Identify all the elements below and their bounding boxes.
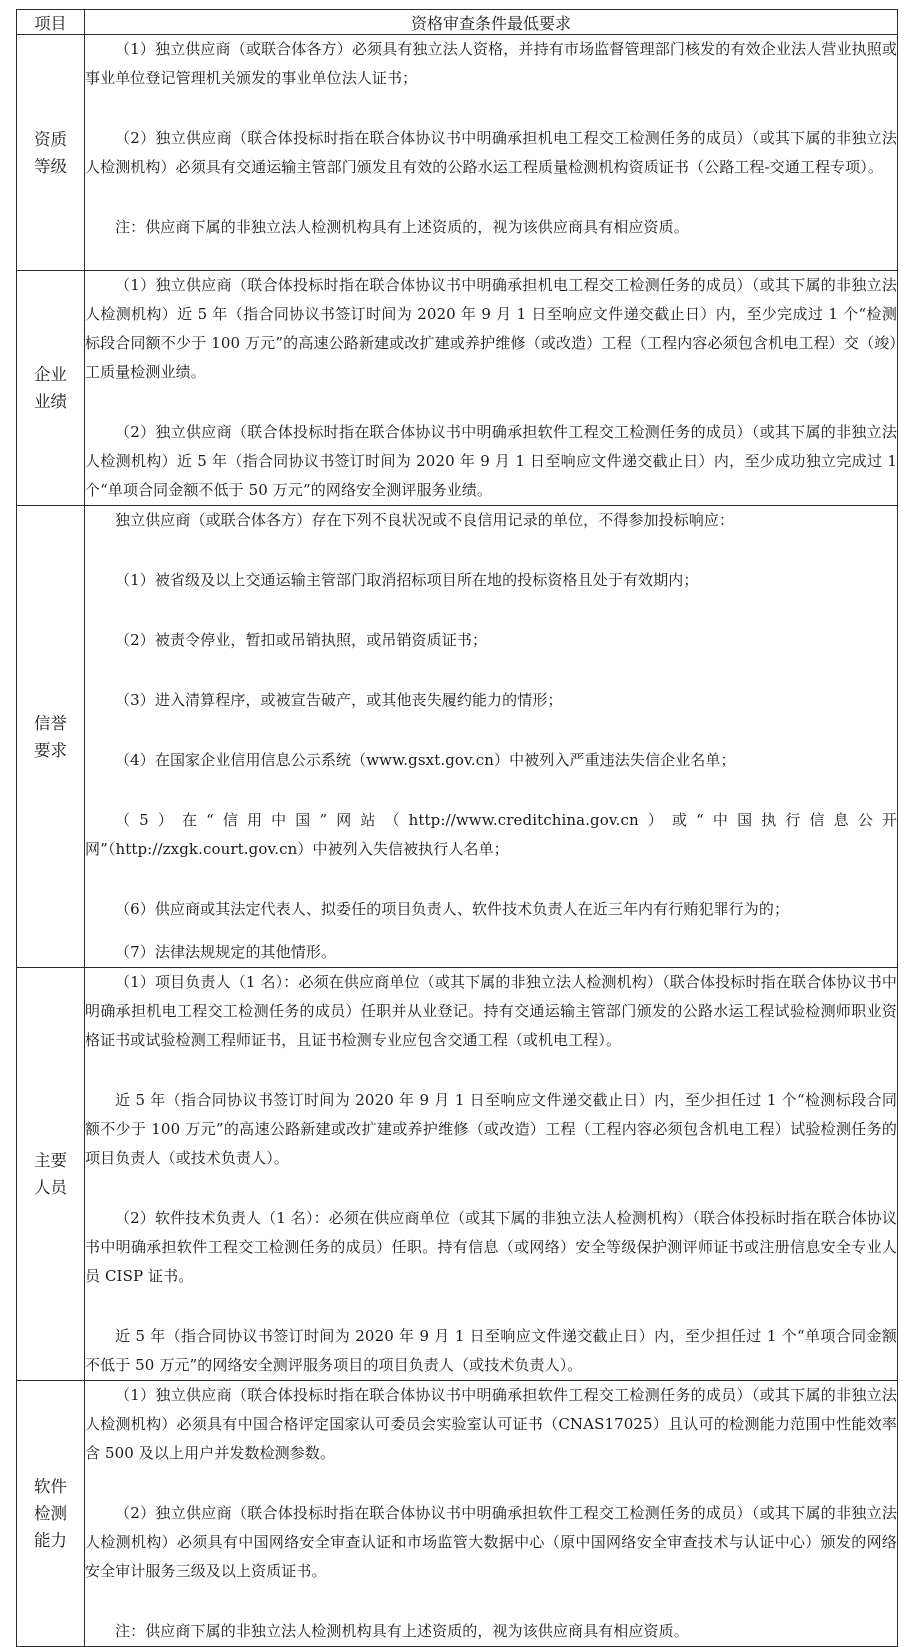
- category-label: 业绩: [34, 392, 67, 411]
- requirement-paragraph: （2）被责令停业，暂扣或吊销执照，或吊销资质证书；: [115, 631, 488, 649]
- table-row-performance: [17, 271, 898, 506]
- category-cell: [17, 35, 85, 271]
- category-cell: [17, 506, 85, 968]
- requirement-paragraph: （4）在国家企业信用信息公示系统（www.gsxt.gov.cn）中被列入严重违法失信企业名单；: [115, 751, 736, 769]
- category-label: 等级: [34, 156, 67, 176]
- category-label: 人员: [34, 1178, 67, 1197]
- category-label: 企业: [34, 365, 67, 384]
- requirement-paragraph: （7）法律法规规定的其他情形。: [115, 943, 337, 961]
- header-item: 项目: [17, 10, 85, 35]
- requirement-paragraph: （1）独立供应商（联合体投标时指在联合体协议书中明确承担软件工程交工检测任务的成员）（或其下属的非独立法人检测机构）必须具有中国合格评定国家认可委员会实验室认可证书（CNAS17025）且认可的检测能力范围中性能效率含 500 及以上用户并发数检测参数。: [85, 1386, 897, 1462]
- requirement-paragraph: （1）项目负责人（1 名）：必须在供应商单位（或其下属的非独立法人检测机构）（联合体投标时指在联合体协议书中明确承担机电工程交工检测任务的成员）任职并从业登记。持有交通运输主管部门颁发的公路水运工程试验检测师职业资格证书或试验检测工程师证书，且证书检测专业应包含交通工程（或机电工程）。: [85, 973, 897, 1049]
- category-label: 主要: [34, 1151, 67, 1170]
- category-cell: [17, 968, 85, 1381]
- category-label: 信誉: [34, 713, 67, 733]
- requirement-cell: [85, 271, 898, 506]
- table-row-credit: [17, 506, 898, 968]
- requirement-paragraph: （2）独立供应商（联合体投标时指在联合体协议书中明确承担软件工程交工检测任务的成员）（或其下属的非独立法人检测机构）必须具有中国网络安全审查认证和市场监管大数据中心（原中国网络安全审查技术与认证中心）颁发的网络安全审计服务三级及以上资质证书。: [85, 1504, 897, 1580]
- requirement-paragraph: （6）供应商或其法定代表人、拟委任的项目负责人、软件技术负责人在近三年内有行贿犯罪行为的；: [115, 900, 790, 918]
- requirement-note: 注：供应商下属的非独立法人检测机构具有上述资质的，视为该供应商具有相应资质。: [115, 1622, 689, 1640]
- category-label: 检测: [34, 1504, 67, 1523]
- requirement-paragraph: （3）进入清算程序，或被宣告破产，或其他丧失履约能力的情形；: [115, 691, 563, 709]
- category-cell: [17, 271, 85, 506]
- requirement-paragraph: 近 5 年（指合同协议书签订时间为 2020 年 9 月 1 日至响应文件递交截止日）内，至少担任过 1 个“单项合同金额不低于 50 万元”的网络安全测评服务项目的项目负责人（或技术负责人）。: [85, 1327, 897, 1374]
- qualification-table: [16, 9, 898, 1647]
- requirement-paragraph: （2）软件技术负责人（1 名）：必须在供应商单位（或其下属的非独立法人检测机构）（联合体投标时指在联合体协议书中明确承担软件工程交工检测任务的成员）任职。持有信息（或网络）安全等级保护测评师证书或注册信息安全专业人员 CISP 证书。: [85, 1209, 897, 1285]
- requirement-note: 注：供应商下属的非独立法人检测机构具有上述资质的，视为该供应商具有相应资质。: [115, 218, 689, 236]
- requirement-cell: [85, 968, 898, 1381]
- category-label: 要求: [34, 740, 67, 760]
- requirement-cell: [85, 1381, 898, 1647]
- category-label: 能力: [34, 1531, 67, 1550]
- category-label: 资质: [34, 129, 67, 149]
- table-row-qualification: [17, 35, 898, 271]
- requirement-cell: [85, 506, 898, 968]
- requirement-paragraph: （1）独立供应商（或联合体各方）必须具有独立法人资格，并持有市场监督管理部门核发的有效企业法人营业执照或事业单位登记管理机关颁发的事业单位法人证书；: [85, 40, 897, 87]
- requirement-paragraph: （5）在“信用中国”网站（http://www.creditchina.gov.cn）或“中国执行信息公开网”（http://zxgk.court.gov.cn）中被列入失信被执行人名单；: [85, 811, 897, 858]
- requirement-paragraph: （2）独立供应商（联合体投标时指在联合体协议书中明确承担软件工程交工检测任务的成员）（或其下属的非独立法人检测机构）近 5 年（指合同协议书签订时间为 2020 年 9 月 1 日至响应文件递交截止日）内，至少成功独立完成过 1 个“单项合同金额不低于 50 万元”的网络安全测评服务业绩。: [85, 423, 897, 499]
- requirement-paragraph: 近 5 年（指合同协议书签订时间为 2020 年 9 月 1 日至响应文件递交截止日）内，至少担任过 1 个“检测标段合同额不少于 100 万元”的高速公路新建或改扩建或养护维修（或改造）工程（工程内容必须包含机电工程）试验检测任务的项目负责人（或技术负责人）。: [85, 1091, 897, 1167]
- requirement-paragraph: 独立供应商（或联合体各方）存在下列不良状况或不良信用记录的单位，不得参加投标响应：: [115, 511, 735, 529]
- requirement-paragraph: （2）独立供应商（联合体投标时指在联合体协议书中明确承担机电工程交工检测任务的成员）（或其下属的非独立法人检测机构）必须具有交通运输主管部门颁发且有效的公路水运工程质量检测机构资质证书（公路工程-交通工程专项）。: [85, 129, 897, 176]
- header-requirements: 资格审查条件最低要求: [85, 10, 898, 35]
- category-label: 软件: [34, 1477, 67, 1496]
- table-row-personnel: [17, 968, 898, 1381]
- category-cell: [17, 1381, 85, 1647]
- requirement-paragraph: （1）独立供应商（联合体投标时指在联合体协议书中明确承担机电工程交工检测任务的成员）（或其下属的非独立法人检测机构）近 5 年（指合同协议书签订时间为 2020 年 9 月 1 日至响应文件递交截止日）内，至少完成过 1 个“检测标段合同额不少于 100 万元”的高速公路新建或改扩建或养护维修（或改造）工程（工程内容必须包含机电工程）交（竣）工质量检测业绩。: [85, 276, 897, 381]
- requirement-cell: [85, 35, 898, 271]
- table-row-software-capability: [17, 1381, 898, 1647]
- table-header-row: [17, 10, 898, 35]
- requirement-paragraph: （1）被省级及以上交通运输主管部门取消招标项目所在地的投标资格且处于有效期内；: [115, 571, 699, 589]
